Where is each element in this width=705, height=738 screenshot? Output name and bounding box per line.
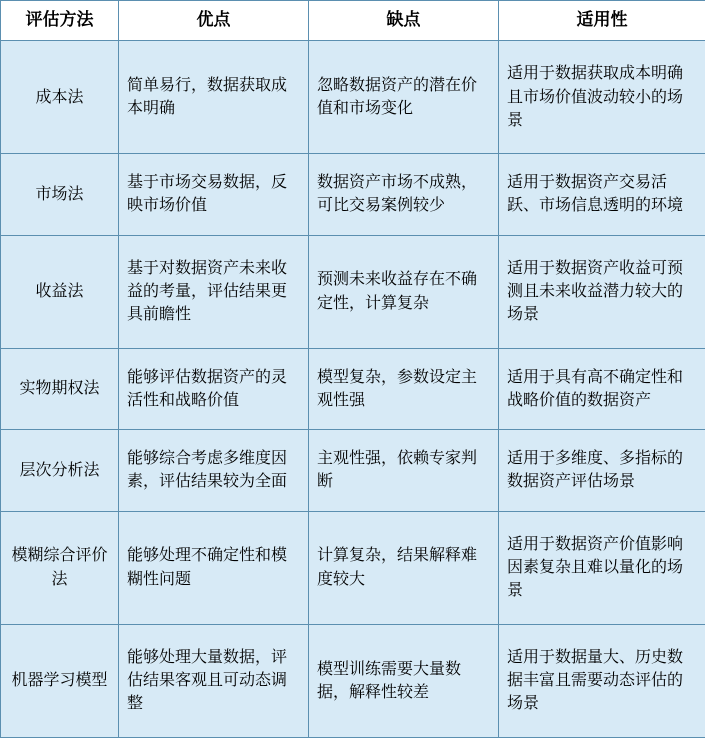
cell-cons: 数据资产市场不成熟，可比交易案例较少 — [309, 154, 499, 235]
column-header-cons: 缺点 — [309, 1, 499, 41]
table-header — [1, 1, 705, 41]
cell-pros: 简单易行，数据获取成本明确 — [119, 41, 309, 154]
cell-pros: 能够评估数据资产的灵活性和战略价值 — [119, 348, 309, 429]
cell-cons: 计算复杂，结果解释难度较大 — [309, 511, 499, 624]
cell-applicability: 适用于数据资产价值影响因素复杂且难以量化的场景 — [499, 511, 705, 624]
cell-pros: 基于市场交易数据，反映市场价值 — [119, 154, 309, 235]
table-row — [1, 430, 705, 511]
table-row — [1, 235, 705, 348]
table-row — [1, 624, 705, 737]
table-header-row — [1, 1, 705, 41]
cell-applicability: 适用于数据资产收益可预测且未来收益潜力较大的场景 — [499, 235, 705, 348]
cell-applicability: 适用于数据量大、历史数据丰富且需要动态评估的场景 — [499, 624, 705, 737]
cell-cons: 模型复杂，参数设定主观性强 — [309, 348, 499, 429]
cell-method: 成本法 — [1, 41, 119, 154]
column-header-method: 评估方法 — [1, 1, 119, 41]
cell-cons: 模型训练需要大量数据，解释性较差 — [309, 624, 499, 737]
cell-method: 层次分析法 — [1, 430, 119, 511]
cell-method: 实物期权法 — [1, 348, 119, 429]
cell-method: 模糊综合评价法 — [1, 511, 119, 624]
table-row — [1, 511, 705, 624]
cell-applicability: 适用于数据资产交易活跃、市场信息透明的环境 — [499, 154, 705, 235]
cell-method: 市场法 — [1, 154, 119, 235]
table-body — [1, 41, 705, 738]
cell-cons: 预测未来收益存在不确定性，计算复杂 — [309, 235, 499, 348]
cell-applicability: 适用于数据获取成本明确且市场价值波动较小的场景 — [499, 41, 705, 154]
cell-method: 机器学习模型 — [1, 624, 119, 737]
cell-applicability: 适用于多维度、多指标的数据资产评估场景 — [499, 430, 705, 511]
column-header-applicability: 适用性 — [499, 1, 705, 41]
cell-pros: 基于对数据资产未来收益的考量，评估结果更具前瞻性 — [119, 235, 309, 348]
cell-pros: 能够处理不确定性和模糊性问题 — [119, 511, 309, 624]
column-header-pros: 优点 — [119, 1, 309, 41]
table-row — [1, 154, 705, 235]
cell-applicability: 适用于具有高不确定性和战略价值的数据资产 — [499, 348, 705, 429]
table-row — [1, 41, 705, 154]
cell-pros: 能够综合考虑多维度因素，评估结果较为全面 — [119, 430, 309, 511]
cell-cons: 忽略数据资产的潜在价值和市场变化 — [309, 41, 499, 154]
cell-method: 收益法 — [1, 235, 119, 348]
cell-cons: 主观性强，依赖专家判断 — [309, 430, 499, 511]
table-row — [1, 348, 705, 429]
cell-pros: 能够处理大量数据，评估结果客观且可动态调整 — [119, 624, 309, 737]
